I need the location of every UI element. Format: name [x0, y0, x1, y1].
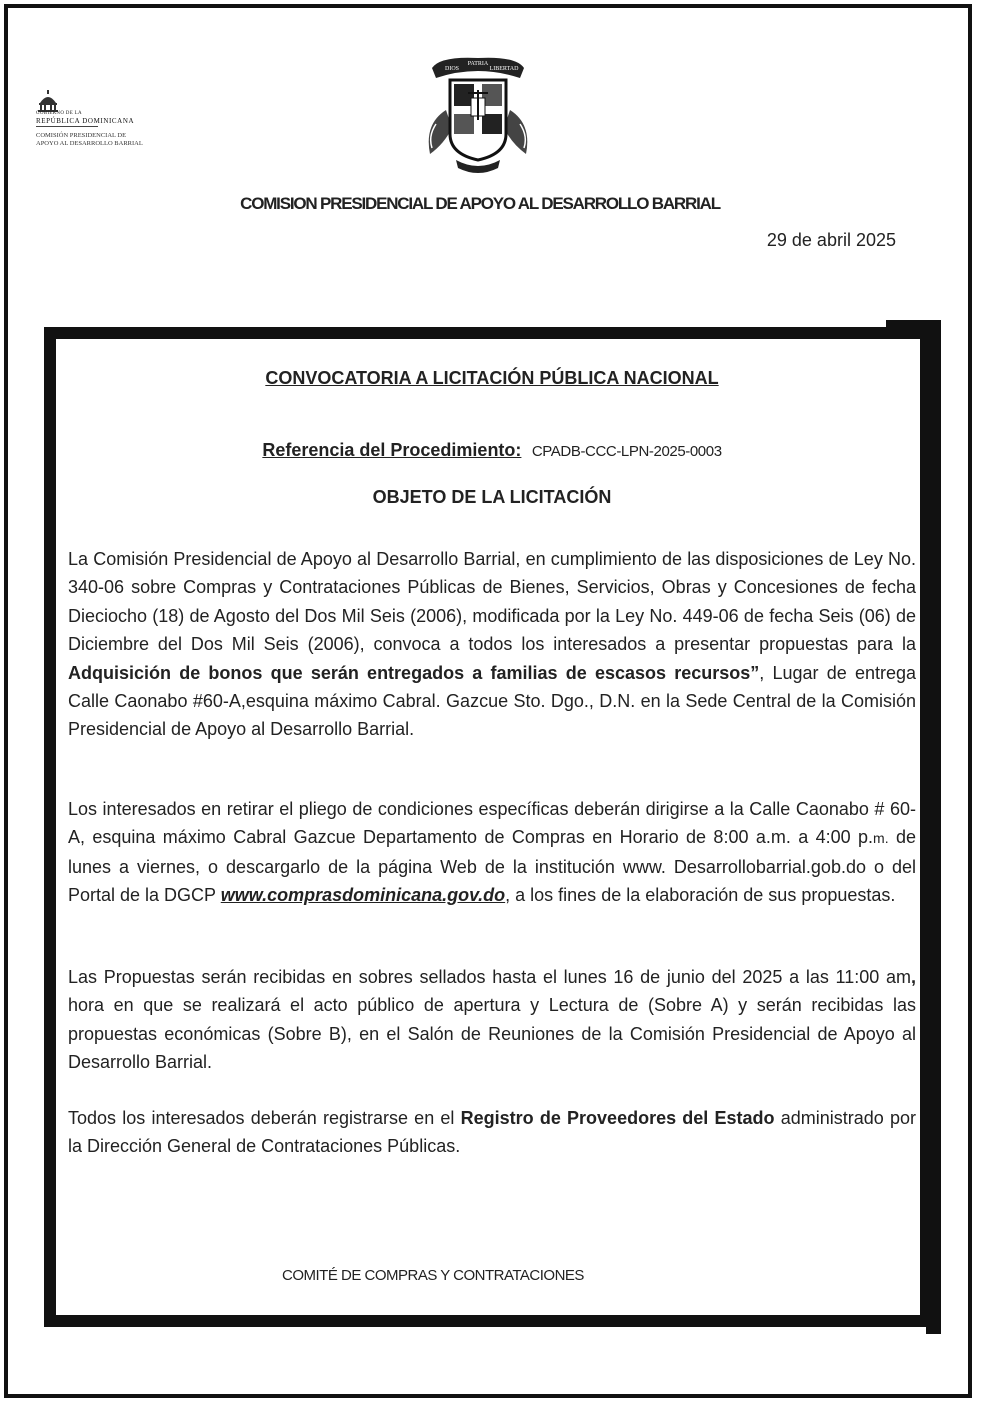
paragraph-convocation	[68, 545, 916, 744]
paragraph-3-text-b: hora en que se realizará el acto público de apertura y Lectura de (Sobre A) y serán recibidas las propuestas económicas (Sobre B), en el Salón de Reuniones de la Comisión Presidencial de Apoyo al Desarrollo Barrial.	[68, 995, 916, 1073]
gov-logo-line-2: REPÚBLICA DOMINICANA	[36, 117, 135, 125]
notice-title: CONVOCATORIA A LICITACIÓN PÚBLICA NACIONAL	[265, 368, 719, 388]
paragraph-4-text-b: administrado por la Dirección General de Contrataciones Públicas.	[68, 1108, 916, 1157]
gov-logo-line-4: APOYO AL DESARROLLO BARRIAL	[36, 140, 143, 147]
reference-label: Referencia del Procedimiento:	[262, 440, 522, 460]
coat-motto-left: DIOS	[444, 66, 460, 72]
compras-portal-link[interactable]: www.comprasdominicana.gov.do	[220, 885, 506, 906]
reference-value: CPADB-CCC-LPN-2025-0003	[531, 443, 722, 460]
paragraph-2-text-b: de lunes a viernes, o descargarlo de la página Web de la institución www. Desarrollobarrial.gob.do o del Portal de la DGCP	[68, 827, 916, 906]
paragraph-proposals	[68, 963, 916, 1077]
paragraph-conditions	[68, 795, 916, 910]
reference-row	[0, 440, 984, 461]
paragraph-registry	[68, 1104, 916, 1161]
gov-logo-line-1: GOBIERNO DE LA	[36, 111, 82, 116]
paragraph-1-text-b: , Lugar de entrega Calle Caonabo #60-A,esquina máximo Cabral. Gazcue Sto. Dgo., D.N. en la Sede Central de la Comisión Presidencial de Apoyo al Desarrollo Barrial.	[68, 662, 916, 740]
paragraph-2-small: m.	[873, 830, 889, 847]
paragraph-3-bold: ,	[910, 967, 916, 987]
paragraph-4-registry: Registro de Proveedores del Estado	[460, 1108, 775, 1128]
paragraph-3-text-a: Las Propuestas serán recibidas en sobres sellados hasta el lunes 16 de junio del 2025 a las 11:00 am	[68, 967, 911, 987]
gov-logo-line-3: COMISIÓN PRESIDENCIAL DE	[36, 132, 127, 139]
paragraph-2-text-c: , a los fines de la elaboración de sus propuestas.	[505, 885, 896, 906]
gov-logo-divider	[36, 126, 98, 127]
object-heading: OBJETO DE LA LICITACIÓN	[372, 487, 612, 507]
coat-of-arms-icon	[416, 48, 540, 176]
paragraph-1-object: Adquisición de bonos que serán entregados a familias de escasos recursos”	[68, 662, 760, 683]
header-date: 29 de abril 2025	[766, 230, 896, 250]
header-title: COMISION PRESIDENCIAL DE APOYO AL DESARROLLO BARRIAL	[240, 194, 720, 213]
capitol-dome-icon	[36, 90, 60, 112]
paragraph-2-text-a: Los interesados en retirar el pliego de condiciones específicas deberán dirigirse a la Calle Caonabo # 60-A, esquina máximo Cabral Gazcue Departamento de Compras en Horario de 8:00 a.m. a 4:00 p.	[68, 799, 916, 848]
coat-motto-right: LIBERTAD	[489, 66, 519, 72]
committee-signature: COMITÉ DE COMPRAS Y CONTRATACIONES	[282, 1267, 584, 1284]
coat-motto-center: PATRIA	[467, 61, 489, 67]
paragraph-4-text-a: Todos los interesados deberán registrarse en el	[68, 1108, 461, 1128]
paragraph-1-text-a: La Comisión Presidencial de Apoyo al Desarrollo Barrial, en cumplimiento de las disposiciones de Ley No. 340-06 sobre Compras y Contrataciones Públicas de Bienes, Servicios, Obras y Concesiones de fecha Dieciocho (18) de Agosto del Dos Mil Seis (2006), modificada por la Ley No. 449-06 de fecha Seis (06) de Diciembre del Dos Mil Seis (2006), convoca a todos los interesados a presentar propuestas para la	[68, 549, 916, 655]
